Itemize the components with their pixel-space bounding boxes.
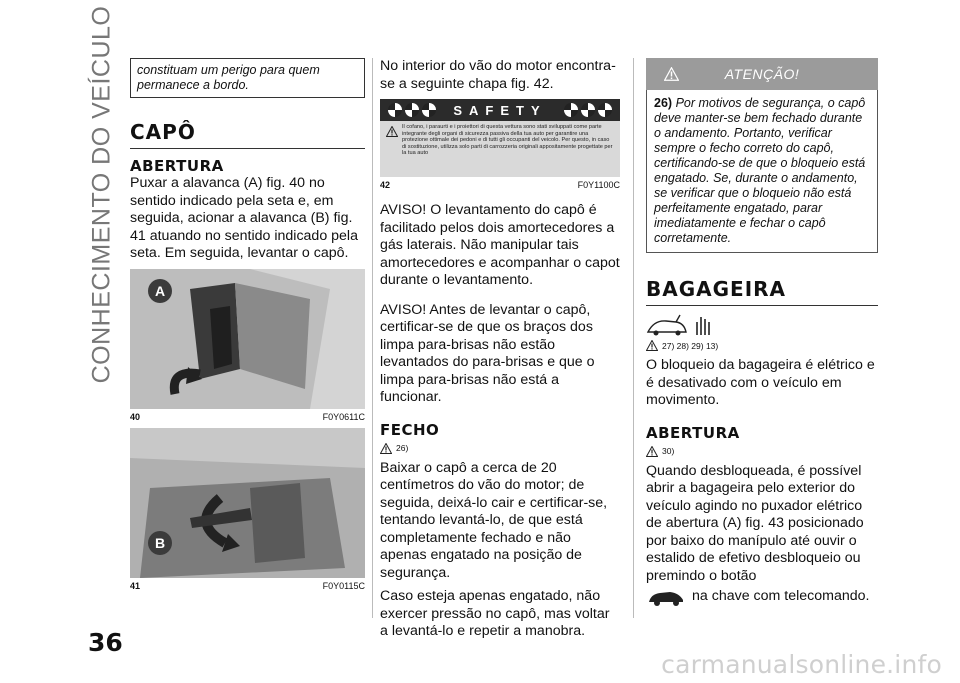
subsection-title-abertura-bagageira: ABERTURA: [646, 423, 740, 442]
checker-icons-right: [564, 103, 612, 117]
figure-40-code: F0Y0611C: [322, 411, 365, 422]
figure-42-code: F0Y1100C: [577, 180, 620, 190]
hood-lever-b-illustration: [130, 428, 365, 578]
hand-icon: [693, 314, 713, 336]
fecho-paragraph: Baixar o capô a cerca de 20 centímetros do vão do motor; de seguida, deixá-lo cair e certificar-se, tentando levantá-lo, de que está completamente fechado e não apenas engatado na posição de segurança.: [380, 459, 608, 581]
bagageira-warning-refs: 27) 28) 29) 13): [646, 340, 878, 351]
watermark: carmanualsonline.info: [661, 650, 942, 679]
page-number: 36: [88, 628, 123, 657]
column-divider: [372, 58, 373, 618]
attention-box: [646, 90, 878, 253]
attention-text: Por motivos de segurança, o capô deve manter-se bem fechado durante o andamento. Portanto, verificar sempre o fecho correto do capô, certificando-se de que o bloqueio está engatado. Se, durante o andamento, se verificar que o bloqueio não está perfeitamente engatado, parar imediatamente e fechar o capô corretamente.: [654, 96, 866, 245]
figure-42-safety-plate: [380, 99, 620, 177]
trunk-icon: [646, 314, 690, 336]
subsection-title-abertura: ABERTURA: [130, 157, 224, 175]
section-title-capo: CAPÔ: [130, 120, 365, 149]
figure-40-label: A: [154, 282, 166, 299]
bagageira-lock-paragraph: O bloqueio da bagageira é elétrico e é desativado com o veículo em movimento.: [646, 357, 875, 408]
figure-40-caption: [130, 409, 365, 422]
figure-41-number: 41: [130, 580, 141, 591]
trunk-open-icon: [646, 314, 878, 336]
intro-box: constituam um perigo para quem permanece a bordo.: [130, 58, 365, 98]
warning-triangle-icon: [646, 340, 658, 351]
attention-title: ATENÇÃO!: [724, 66, 800, 82]
attention-number: 26): [654, 96, 673, 110]
fecho-warning-ref: 26): [380, 443, 620, 454]
abertura-bagageira-paragraph: Quando desbloqueada, é possível abrir a bagageira pelo exterior do veículo agindo no puxador elétrico de abertura (A) fig. 43 posicionado por baixo do manípulo até ouvir o estalido de efetivo desbloqueio ou premindo o botão: [646, 462, 864, 584]
figure-40-image: [130, 269, 365, 409]
remote-key-button-line: [646, 587, 878, 607]
chapa-intro-paragraph: No interior do vão do motor encontra-se a seguinte chapa fig. 42.: [380, 58, 616, 92]
safety-plate-text: Il cofano, i paraurti e i proiettori di questa vettura sono stati sviluppati come parte integrante degli organi di sicurezza passiva della tua auto per garantire una protezione ottimale dei pedoni e di tutti gli occupanti del veicolo. Per questo, in caso di sostituzione, utilizza solo parti di carrozzeria originali appositamente progettate per la tua auto: [402, 124, 613, 157]
hood-lever-a-illustration: [130, 269, 365, 409]
subsection-title-fecho: FECHO: [380, 420, 440, 439]
abertura-warning-ref: 30): [646, 446, 878, 457]
column-2: [380, 58, 620, 641]
checker-icons-left: [388, 103, 436, 117]
warning-triangle-icon: [386, 126, 398, 137]
safety-banner: [380, 99, 620, 121]
column-1: [130, 58, 365, 591]
aviso-amortecedores-paragraph: AVISO! O levantamento do capô é facilitado pelos dois amortecedores a gás laterais. Não manipular tais amortecedores e acompanhar o capot durante o levantamento.: [380, 202, 620, 288]
figure-41-label: B: [154, 534, 166, 551]
figure-40-number: 40: [130, 411, 141, 422]
aviso-limpa-parabrisas-paragraph: AVISO! Antes de levantar o capô, certificar-se de que os braços dos limpa para-brisas não estão levantados do para-brisas e que o limpa para-brisas não está a funcionar.: [380, 301, 595, 405]
safety-banner-text: SAFETY: [453, 102, 547, 118]
chapter-side-title: CONHECIMENTO DO VEÍCULO: [87, 5, 116, 384]
figure-41-image: [130, 428, 365, 578]
attention-header: [646, 58, 878, 90]
section-title-bagageira: BAGAGEIRA: [646, 277, 878, 306]
car-trunk-button-icon: [646, 587, 686, 607]
figure-41-code: F0Y0115C: [322, 580, 365, 591]
engatado-paragraph: Caso esteja apenas engatado, não exercer pressão no capô, mas voltar a levantá-lo e repetir a manobra.: [380, 588, 610, 639]
warning-triangle-icon: [380, 443, 392, 454]
figure-41-caption: [130, 578, 365, 591]
figure-42-caption: [380, 177, 620, 190]
column-divider: [633, 58, 634, 618]
warning-triangle-icon: [664, 67, 679, 81]
abertura-paragraph: Puxar a alavanca (A) fig. 40 no sentido indicado pela seta e, em seguida, acionar a alavanca (B) fig. 41 atuando no sentido indicado pela seta. Em seguida, levantar o capô.: [130, 175, 358, 261]
figure-42-number: 42: [380, 180, 391, 190]
remote-key-text: na chave com telecomando.: [692, 588, 870, 605]
column-3: [646, 58, 878, 607]
warning-triangle-icon: [646, 446, 658, 457]
